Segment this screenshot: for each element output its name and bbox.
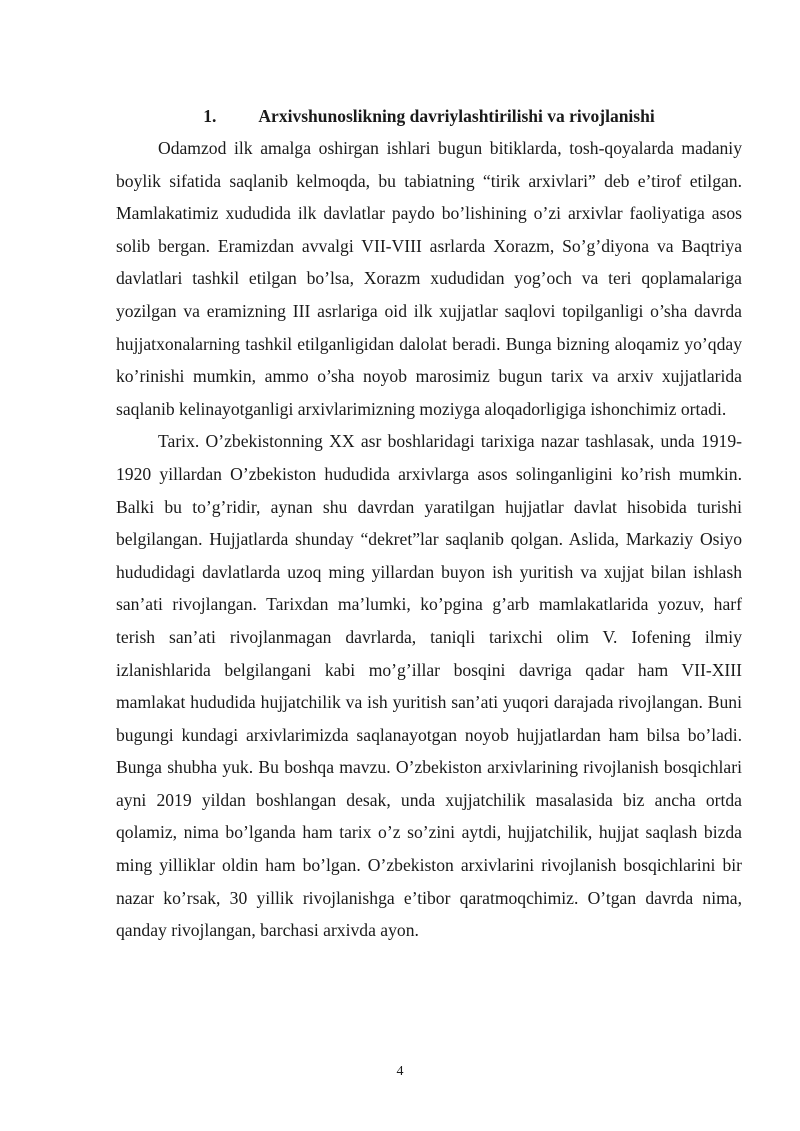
paragraph-history: Tarix. O’zbekistonning XX asr boshlaridagi tarixiga nazar tashlasak, unda 1919-1920 yillardan O’zbekiston hududida arxivlarga asos solinganligini ko’rish mumkin. Balki bu to’g’ridir, aynan shu davrdan yaratilgan hujjatlar davlat hisobida turishi belgilangan. Hujjatlarda shunday “dekret”lar saqlanib qolgan. Aslida, Markaziy Osiyo hududidagi davlatlarda uzoq ming yillardan buyon ish yuritish va xujjat bilan ishlash san’ati rivojlangan. Tarixdan ma’lumki, ko’pgina g’arb mamlakatlarida yozuv, harf terish san’ati rivojlanmagan davrlarda, taniqli tarixchi olim V. Iofening ilmiy izlanishlarida belgilangani kabi mo’g’illar bosqini davriga qadar ham VII-XIII mamlakat hududida hujjatchilik va ish yuritish san’ati yuqori darajada rivojlangan. Buni bugungi kundagi arxivlarimizda saqlanayotgan noyob hujjatlardan ham bilsa bo’ladi. Bunga shubha yuk. Bu boshqa mavzu. O’zbekiston arxivlarining rivojlanish bosqichlari ayni 2019 yildan boshlangan desak, unda xujjatchilik masalasida biz ancha ortda qolamiz, nima bo’lganda ham tarix o’z so’zini aytdi, hujjatchilik, hujjat saqlash bizda ming yilliklar oldin ham bo’lgan. O’zbekiston arxivlarini rivojlanish bosqichlarini bir nazar ko’rsak, 30 yillik rivojlanishga e’tibor qaratmoqchimiz. O’tgan davrda nima, qanday rivojlangan, barchasi arxivda ayon. [116,431,742,941]
section-title: Arxivshunoslikning davriylashtirilishi va rivojlanishi [258,106,655,126]
page-number: 4 [396,1064,404,1079]
section-number: 1. [203,106,217,126]
section-heading [116,102,742,130]
document-page [116,102,742,947]
paragraph-intro: Odamzod ilk amalga oshirgan ishlari bugun bitiklarda, tosh-qoyalarda madaniy boylik sifatida saqlanib kelmoqda, bu tabiatning “tirik arxivlari” deb e’tirof etilgan. Mamlakatimiz xududida ilk davlatlar paydo bo’lishining o’zi arxivlar faoliyatiga asos solib bergan. Eramizdan avvalgi VII-VIII asrlarda Xorazm, So’g’diyona va Baqtriya davlatlari tashkil etilgan bo’lsa, Xorazm xududidan yog’och va teri qoplamalariga yozilgan va eramizning III asrlariga oid ilk xujjatlar saqlovi topilganligi o’sha davrda hujjatxonalarning tashkil etilganligidan dalolat beradi. Bunga bizning aloqamiz yo’qday ko’rinishi mumkin, ammo o’sha noyob marosimiz bugun tarix va arxiv xujjatlarida saqlanib kelinayotganligi arxivlarimizning moziyga aloqadorligiga ishonchimiz ortadi. [116,138,742,419]
